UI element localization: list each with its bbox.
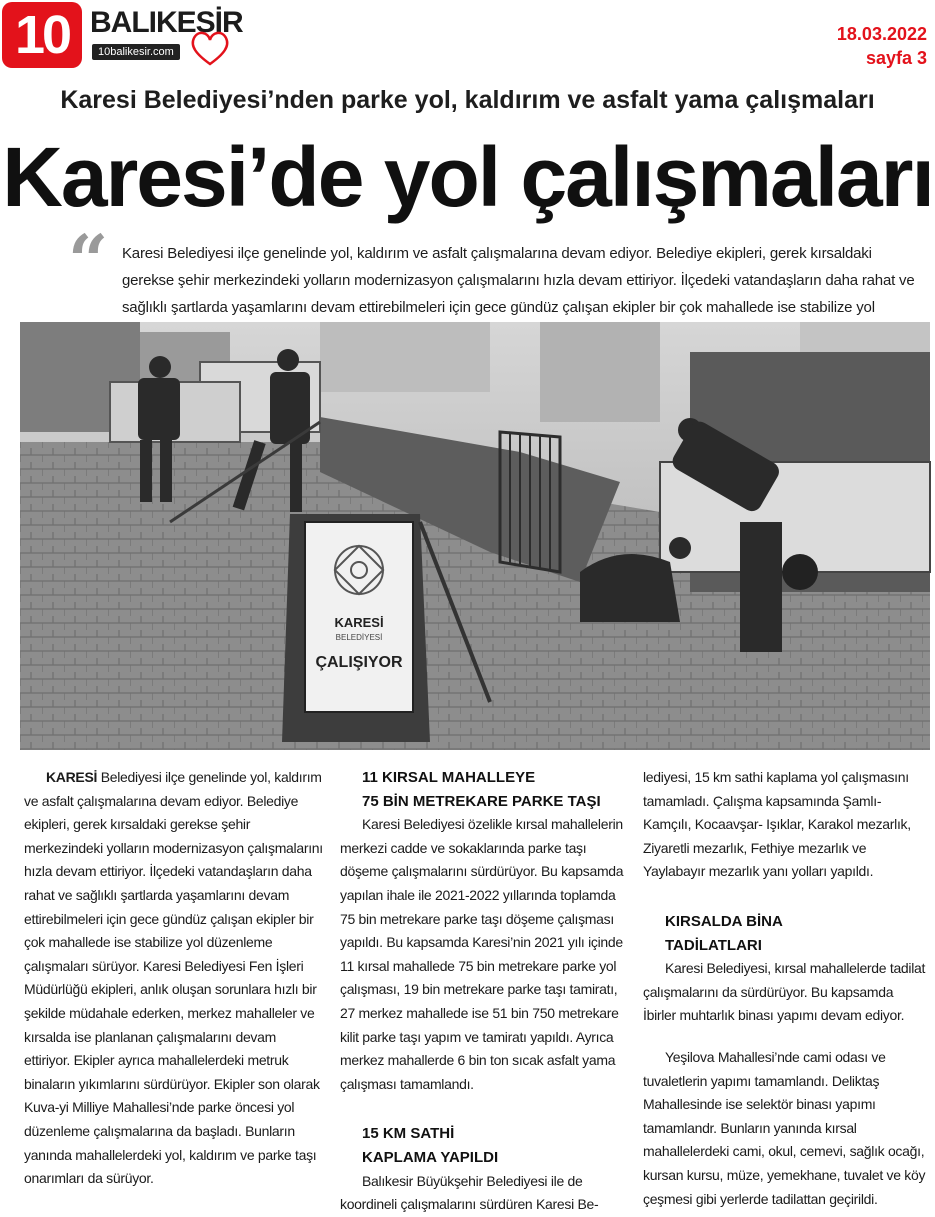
section-heading-line: KAPLAMA YAPILDI [362, 1148, 499, 1166]
sign-text-line1: KARESİ [334, 615, 384, 630]
lead-word: KARESİ [46, 769, 98, 785]
section-heading-line: 15 KM SATHİ [362, 1125, 455, 1143]
section-heading-line: 75 BİN METREKARE PARKE TAŞI [362, 792, 601, 810]
section-heading-line: 11 KIRSAL MAHALLEYE [362, 769, 536, 786]
paragraph: Karesi Belediyesi, kırsal mahallelerde tadilat çalışmalarını da sürdürüyor. Bu kapsamda İbirler muhtarlık binası yapımı devam ediyor. [643, 960, 926, 1024]
section-heading-line: KIRSALDA BİNA [665, 912, 783, 930]
section-heading [643, 910, 928, 957]
paragraph: Balıkesir Büyükşehir Belediyesi ile de koordineli çalışmalarını sürdüren Karesi Be- [340, 1172, 599, 1213]
paragraph: lediyesi, 15 km sathi kaplama yol çalışmasını tamamladı. Çalışma kapsamında Şamlı-Kamçılı, Kocaavşar- Işıklar, Karakol mezarlık, Ziyaretli mezarlık, Fethiye mezarlık ve Yaylabayır mezarlık yanı yolları yapıldı. [643, 769, 911, 880]
sign-text-line2: BELEDİYESİ [335, 633, 383, 642]
sign-text-line3: ÇALIŞIYOR [315, 654, 403, 671]
issue-date: 18.03.2022 [836, 24, 927, 44]
masthead [0, 0, 935, 80]
article-lead: Karesi Belediyesi ilçe genelinde yol, kaldırım ve asfalt çalışmalarına devam ediyor. Belediye ekipleri, gerek kırsaldaki gerekse şehir merkezindeki yolların modernizasyon çalışmalarını hızla devam ettiriyor. İlçedeki vatandaşların daha rahat ve sağlıklı şartlarda yaşamlarını devam ettirebilmeleri için gece gündüz çalışan ekipler bir çok mahallede ise stabilize yol [122, 245, 915, 316]
article-column-1 [24, 766, 324, 1190]
article-column-2 [340, 766, 630, 1213]
article-photo [20, 322, 930, 750]
quote-mark-icon: “ [68, 219, 109, 302]
paragraph-text: Belediyesi ilçe genelinde yol, kaldırım ve asfalt çalışmalarına devam ediyor. Belediye ekipleri, gerek kırsaldaki gerekse şehir merkezindeki yolların modernizasyon çalışmalarını hızla devam ettiriyor. İlçedeki vatandaşların daha rahat ve sağlıklı şartlarda yaşamlarını devam ettirebilmeleri için gece gündüz çalışan ekipler bir çok mahallede ise stabilize yol düzenleme çalışmaları sürüyor. Karesi Belediyesi Fen İşleri Müdürlüğü ekipleri, anlık oluşan sorunlara hızlı bir şekilde müdahale ederken, merkez mahalleler ve kırsalda ise planlanan çalışmalarını devam ettiriyor. Ekipler ayrıca mahallelerdeki metruk binaların yıkımlarını sürdürüyor. Ekipler son olarak Kuva-yi Milliye Mahallesi’nde parke öncesi yol düzenleme çalışmalarına da başladı. Bunların yanında mahallelerdeki yol, kaldırım ve parke taşı onarımları da sürüyor. [24, 769, 323, 1187]
paragraph [24, 766, 324, 1191]
article-headline: Karesi’de yol çalışmaları [2, 130, 933, 224]
logo-number: 10 [2, 2, 82, 68]
article-subtitle: Karesi Belediyesi’nden parke yol, kaldırım ve asfalt yama çalışmaları [60, 86, 875, 114]
logo-name: BALIKESİR [90, 6, 243, 39]
section-heading [340, 766, 630, 813]
logo-site: 10balikesir.com [92, 44, 180, 60]
section-heading-line: TADİLATLARI [665, 936, 762, 954]
paragraph: Yeşilova Mahallesi’nde cami odası ve tuvaletlerin yapımı tamamlandı. Deliktaş Mahallesinde ise selektör binası yapımı tamamlandr. Bunların yanında kırsal mahallelerdeki cami, okul, cemevi, sağlık ocağı, kursan kursu, müze, yemekhane, tuvalet ve köy çeşmesi gibi yerlerde tadilattan geçirildi. [643, 1048, 926, 1207]
page-number: sayfa 3 [865, 48, 927, 68]
heart-icon [188, 24, 232, 70]
paragraph: Karesi Belediyesi özelikle kırsal mahallelerin merkezi cadde ve sokaklarında parke taşı döşeme çalışmalarını sürdürüyor. Bu kapsamda yapılan ihale ile 2021-2022 yıllarında toplamda 75 bin metrekare parke taşı döşeme çalışması yapıldı. Bu kapsamda Karesi’nin 2021 yılı içinde 11 kırsal mahallede 75 bin metrekare parke yol çalışması, 19 bin metrekare parke taşı tamiratı, 27 merkez mahallede ise 51 bin 750 metrekare kilit parke taşı yapım ve tamiratı yapıldı. Ayrıca merkez mahallerde 6 bin ton sıcak asfalt yama çalışması tamamlandı. [340, 816, 624, 1092]
article-column-3 [643, 766, 928, 1207]
issue-meta [837, 22, 927, 70]
section-heading [340, 1122, 630, 1169]
